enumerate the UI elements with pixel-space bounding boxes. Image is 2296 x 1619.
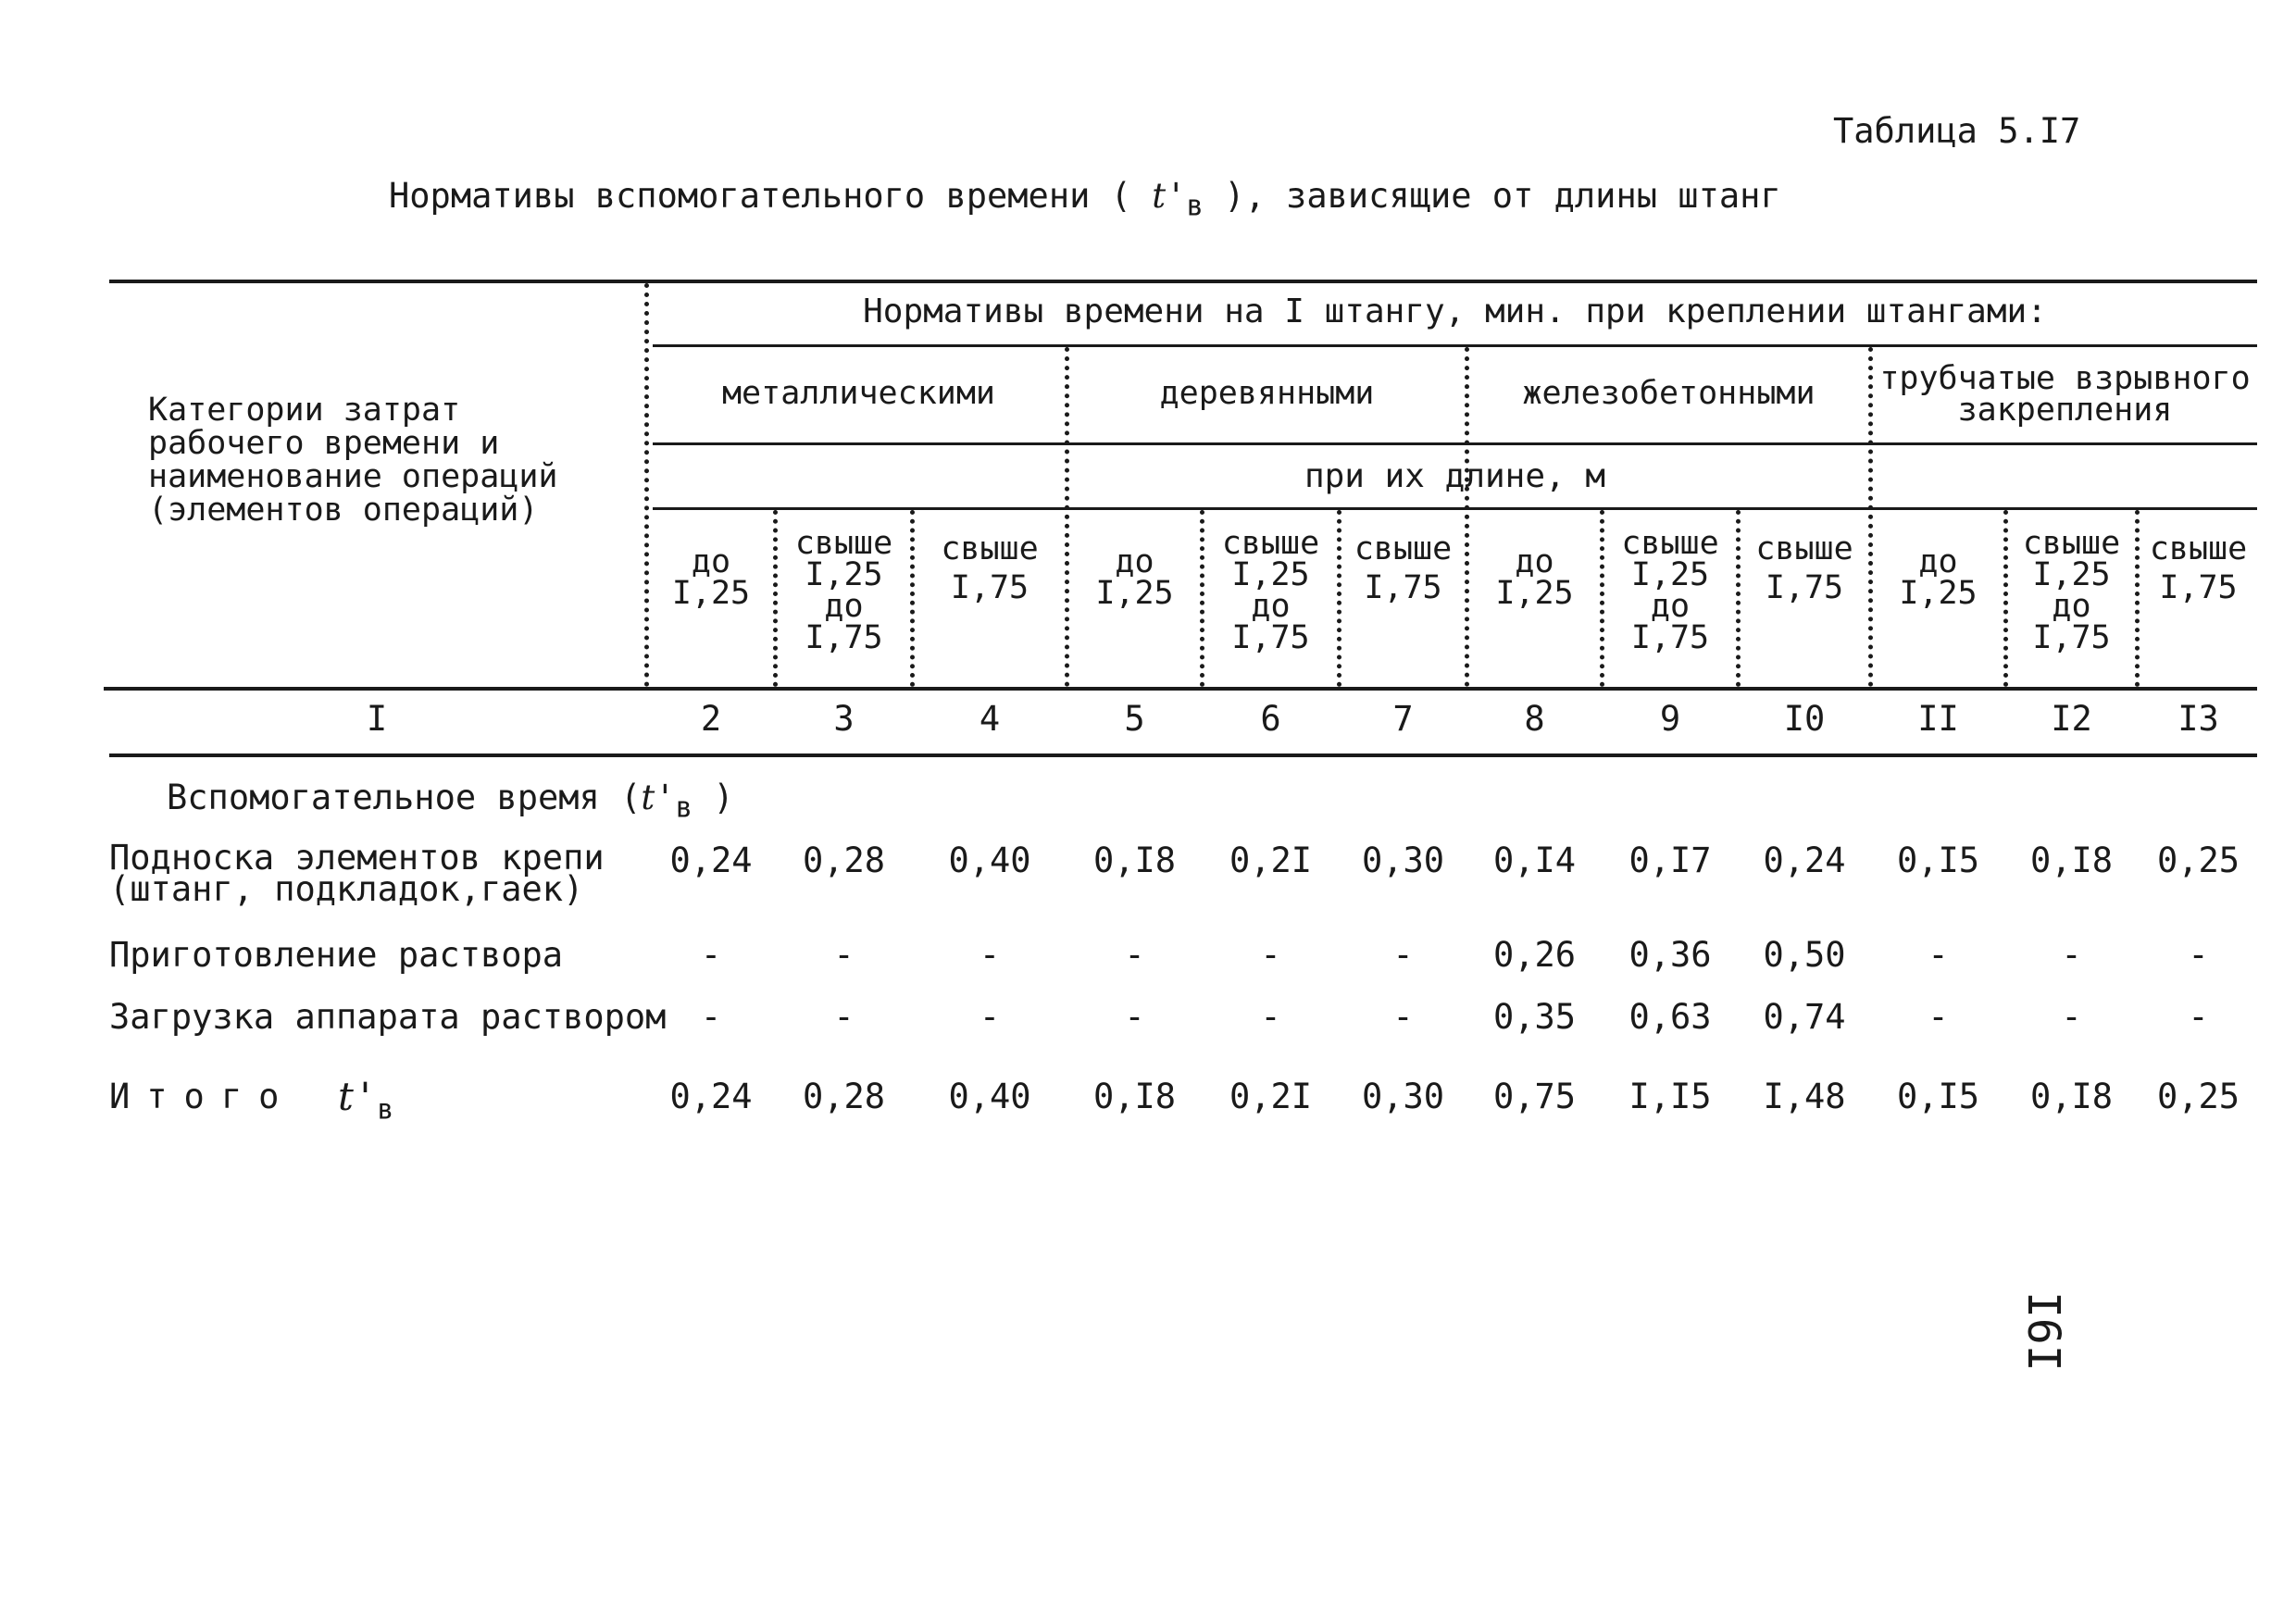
- section-title-symbol: t: [641, 778, 655, 817]
- row-2-value: -: [2188, 935, 2209, 975]
- row-3-value: -: [1124, 997, 1145, 1037]
- row-2-value: -: [1392, 935, 1414, 975]
- row-3-value: -: [1928, 997, 1949, 1037]
- row-label-1: Подноска элементов крепи (штанг, подкладок,гаек): [109, 838, 605, 909]
- rule-groups: [653, 442, 2257, 445]
- row-1-value: 0,28: [802, 841, 886, 880]
- row-2-value: -: [700, 935, 722, 975]
- row-1-value: 0,I5: [1896, 841, 1980, 880]
- row-1-value: 0,I7: [1628, 841, 1712, 880]
- row-2-value: -: [1124, 935, 1145, 975]
- col-number-9: 9: [1659, 699, 1681, 739]
- row-1-value: 0,I4: [1492, 841, 1577, 880]
- col-number-4: 4: [979, 699, 1001, 739]
- table-label: Таблица 5.I7: [1833, 111, 2081, 151]
- total-label: [109, 1077, 296, 1116]
- title-symbol: t: [1152, 176, 1167, 216]
- rule-span: [653, 344, 2257, 347]
- row-2-value: -: [2061, 935, 2082, 975]
- row-2-value: 0,50: [1763, 935, 1846, 975]
- header-group-wood: деревянными: [1159, 375, 1375, 412]
- row-3-value: -: [2061, 997, 2082, 1037]
- page-title: [389, 176, 1781, 222]
- row-2-value: -: [833, 935, 855, 975]
- row-1-value: 0,25: [2156, 841, 2240, 880]
- row-1-value: 0,30: [1361, 841, 1445, 880]
- header-length-col-12: свыше I,75: [2149, 530, 2248, 606]
- row-3-value: -: [1392, 997, 1414, 1037]
- col-number-12: I2: [2051, 699, 2092, 739]
- total-value: 0,25: [2156, 1077, 2240, 1116]
- header-length-col-9: свыше I,75: [1755, 530, 1853, 606]
- section-title-prime: ': [655, 778, 676, 817]
- row-2-value: -: [1928, 935, 1949, 975]
- col-number-10: I0: [1783, 699, 1826, 739]
- header-length-col-7: до I,25: [1495, 543, 1574, 612]
- row-2-value: 0,26: [1492, 935, 1577, 975]
- title-sub: в: [1186, 189, 1204, 223]
- header-length-col-11: свыше I,25 до I,75: [2022, 525, 2121, 656]
- total-value: 0,75: [1492, 1077, 1577, 1116]
- rule-colnum-bottom: [109, 753, 2257, 757]
- total-value: 0,24: [669, 1077, 753, 1116]
- total-value: I,48: [1763, 1077, 1846, 1116]
- rule-top: [109, 280, 2257, 283]
- col-number-3: 3: [833, 699, 855, 739]
- row-3-value: -: [979, 997, 1001, 1037]
- row-1-value: 0,2I: [1229, 841, 1313, 880]
- header-group-concrete: железобетонными: [1522, 375, 1816, 412]
- sep-label: [644, 283, 649, 687]
- section-title-sub: в: [675, 791, 693, 825]
- row-3-value: -: [1260, 997, 1281, 1037]
- section-title-after: ): [713, 778, 734, 817]
- header-length-col-2: свыше I,25 до I,75: [794, 525, 893, 656]
- row-1-value: 0,I8: [2029, 841, 2114, 880]
- row-3-value: -: [700, 997, 722, 1037]
- header-length-col-10: до I,25: [1899, 543, 1978, 612]
- row-1-value: 0,I8: [1092, 841, 1177, 880]
- total-symbol: [338, 1074, 393, 1126]
- row-3-value: 0,35: [1492, 997, 1577, 1037]
- header-group-metal: металлическими: [721, 375, 995, 412]
- header-length-col-8: свыше I,25 до I,75: [1621, 525, 1719, 656]
- row-1-value: 0,24: [1763, 841, 1846, 880]
- header-group-tubular: трубчатые взрывного закрепления: [1879, 360, 2251, 429]
- col-number-13: I3: [2177, 699, 2219, 739]
- total-value: I,I5: [1628, 1077, 1712, 1116]
- total-symbol-sub: в: [377, 1093, 394, 1127]
- row-2-value: 0,36: [1628, 935, 1712, 975]
- header-length-col-3: свыше I,75: [941, 530, 1039, 606]
- col-number-8: 8: [1524, 699, 1545, 739]
- total-value: 0,2I: [1229, 1077, 1313, 1116]
- rule-length: [653, 507, 2257, 510]
- total-value: 0,28: [802, 1077, 886, 1116]
- col-number-1: I: [366, 699, 388, 739]
- row-3-value: -: [2188, 997, 2209, 1037]
- total-symbol-prime: ': [353, 1074, 378, 1119]
- row-3-value: 0,63: [1628, 997, 1712, 1037]
- section-title: [167, 778, 734, 824]
- total-value: 0,I8: [2029, 1077, 2114, 1116]
- title-prime: ': [1166, 176, 1187, 216]
- title-before: Нормативы вспомогательного времени (: [389, 176, 1131, 216]
- total-value: 0,I5: [1896, 1077, 1980, 1116]
- col-number-6: 6: [1260, 699, 1281, 739]
- col-number-11: II: [1917, 699, 1959, 739]
- header-length-title: при их длине, м: [1304, 457, 1606, 495]
- section-title-before: Вспомогательное время (: [167, 778, 642, 817]
- header-length-col-1: до I,25: [671, 543, 751, 612]
- row-1-value: 0,40: [948, 841, 1031, 880]
- total-value: 0,40: [948, 1077, 1031, 1116]
- rule-header-bottom: [104, 687, 2257, 691]
- page-number: I6I: [2017, 1291, 2069, 1372]
- header-category: Категории затрат рабочего времени и наименование операций (элементов операций): [148, 392, 558, 529]
- row-label-3: Загрузка аппарата раствором: [109, 997, 667, 1037]
- row-2-value: -: [1260, 935, 1281, 975]
- total-value: 0,30: [1361, 1077, 1445, 1116]
- total-symbol-t: t: [338, 1074, 354, 1119]
- col-number-2: 2: [700, 699, 722, 739]
- header-length-col-4: до I,25: [1095, 543, 1174, 612]
- total-label-text: Итого: [109, 1077, 296, 1116]
- header-length-col-6: свыше I,75: [1354, 530, 1453, 606]
- row-3-value: 0,74: [1763, 997, 1846, 1037]
- title-after: ), зависящие от длины штанг: [1224, 176, 1781, 216]
- header-span-title: Нормативы времени на I штангу, мин. при креплении штангами:: [863, 293, 2047, 330]
- row-label-2: Приготовление раствора: [109, 935, 564, 975]
- col-number-7: 7: [1392, 699, 1414, 739]
- row-2-value: -: [979, 935, 1001, 975]
- header-length-col-5: свыше I,25 до I,75: [1221, 525, 1320, 656]
- row-3-value: -: [833, 997, 855, 1037]
- total-value: 0,I8: [1092, 1077, 1177, 1116]
- col-number-5: 5: [1124, 699, 1145, 739]
- row-1-value: 0,24: [669, 841, 753, 880]
